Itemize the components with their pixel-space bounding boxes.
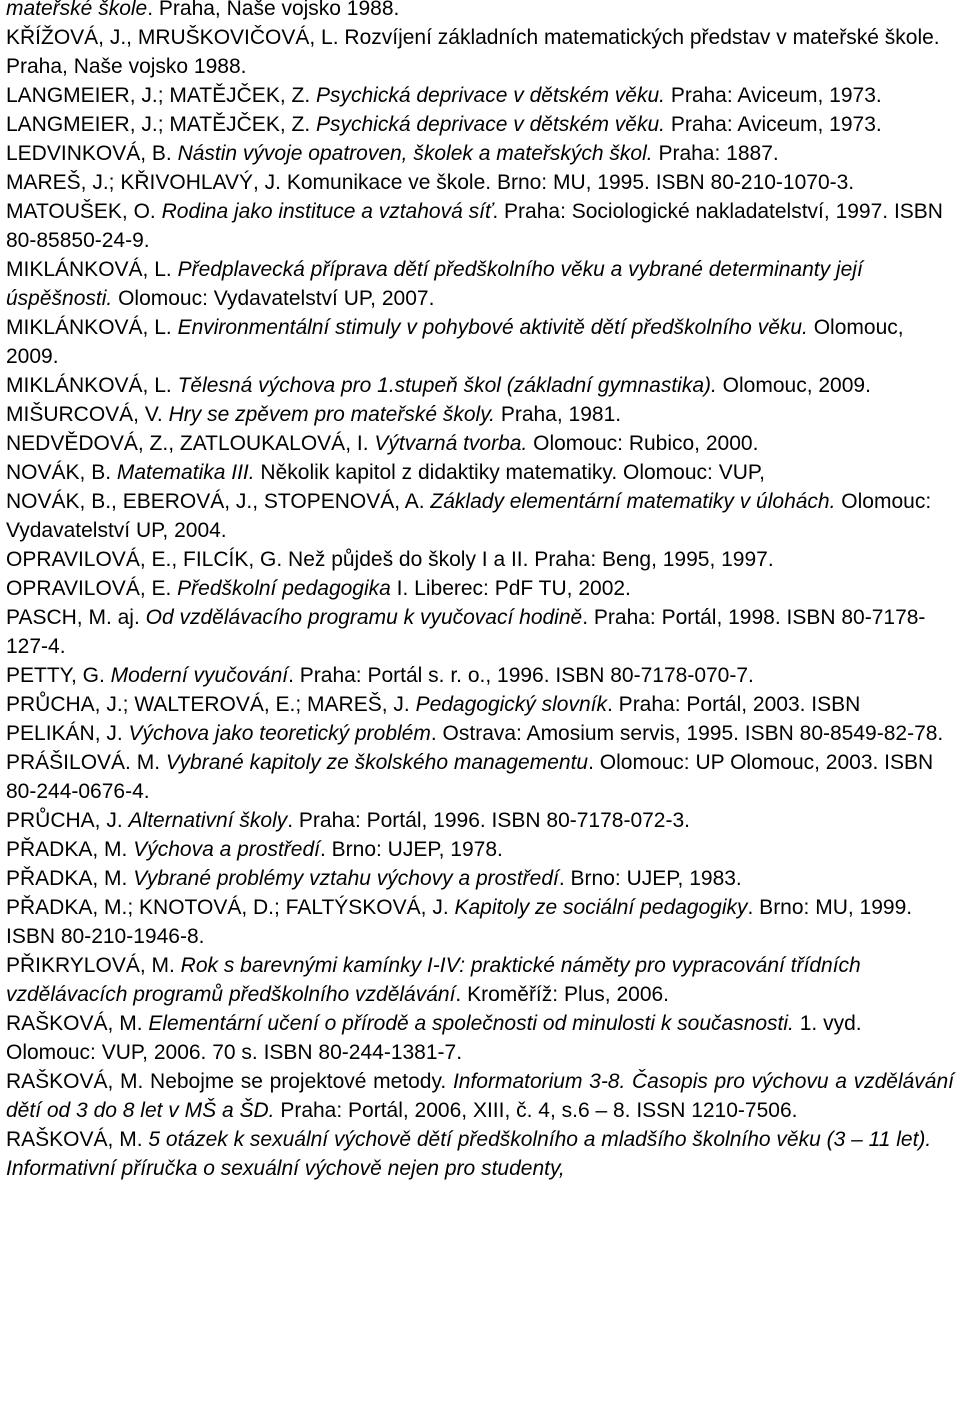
reference-text: KŘÍŽOVÁ, J., MRUŠKOVIČOVÁ, L. Rozvíjení základních matematických představ v mateřské škole. Praha, Naše vojsko 1988. <box>6 26 940 78</box>
reference-text: LEDVINKOVÁ, B. <box>6 142 178 165</box>
reference-entry <box>6 197 954 255</box>
reference-text: PŘADKA, M. <box>6 867 134 890</box>
reference-text: MATOUŠEK, O. <box>6 200 162 223</box>
reference-text: MIKLÁNKOVÁ, L. <box>6 316 178 339</box>
reference-text: RAŠKOVÁ, M. <box>6 1128 149 1151</box>
reference-entry <box>6 690 954 719</box>
reference-title: Psychická deprivace v dětském věku. <box>316 113 665 136</box>
reference-entry <box>6 864 954 893</box>
reference-text: LANGMEIER, J.; MATĚJČEK, Z. <box>6 84 316 107</box>
reference-text: PASCH, M. aj. <box>6 606 146 629</box>
reference-text: . Praha, Naše vojsko 1988. <box>147 0 400 20</box>
reference-text: . Praha: Portál s. r. o., 1996. ISBN 80-7178-070-7. <box>288 664 754 687</box>
reference-entry <box>6 81 954 110</box>
reference-title: Rodina jako instituce a vztahová síť <box>161 200 493 223</box>
reference-title: Tělesná výchova pro 1.stupeň škol (základní gymnastika). <box>177 374 717 397</box>
reference-entry <box>6 545 954 574</box>
reference-text: RAŠKOVÁ, M. <box>6 1012 149 1035</box>
reference-text: OPRAVILOVÁ, E. <box>6 577 178 600</box>
reference-title: Kapitoly ze sociální pedagogiky <box>454 896 748 919</box>
reference-text: MAREŠ, J.; KŘIVOHLAVÝ, J. Komunikace ve škole. Brno: MU, 1995. ISBN 80-210-1070-3. <box>6 171 855 194</box>
reference-text: . Praha: Portál, 1998. ISBN 80-7178-127-4. <box>6 606 926 658</box>
reference-entry <box>6 139 954 168</box>
reference-text: . Olomouc: UP Olomouc, 2003. ISBN 80-244-0676-4. <box>6 751 934 803</box>
reference-text: . Ostrava: Amosium servis, 1995. ISBN 80-8549-82-78. <box>430 722 944 745</box>
reference-entry <box>6 1009 954 1067</box>
reference-text: Praha: Aviceum, 1973. <box>664 84 882 107</box>
reference-text: MIKLÁNKOVÁ, L. <box>6 258 178 281</box>
reference-text: PELIKÁN, J. <box>6 722 129 745</box>
reference-entry <box>6 1067 954 1125</box>
reference-text: . Brno: MU, 1999. ISBN 80-210-1946-8. <box>6 896 913 948</box>
reference-text: RAŠKOVÁ, M. Nebojme se projektové metody. <box>6 1070 453 1093</box>
reference-title: Alternativní školy <box>128 809 288 832</box>
reference-entry <box>6 661 954 690</box>
reference-entry <box>6 168 954 197</box>
reference-text: Olomouc: Vydavatelství UP, 2004. <box>6 490 932 542</box>
reference-entry <box>6 400 954 429</box>
reference-title: Od vzdělávacího programu k vyučovací hodině <box>145 606 583 629</box>
reference-entry <box>6 748 954 806</box>
reference-text: I. Liberec: PdF TU, 2002. <box>390 577 631 600</box>
reference-text: PŘIKRYLOVÁ, M. <box>6 954 181 977</box>
reference-text: PETTY, G. <box>6 664 111 687</box>
reference-title: Základy elementární matematiky v úlohách. <box>430 490 836 513</box>
reference-text: PŘADKA, M.; KNOTOVÁ, D.; FALTÝSKOVÁ, J. <box>6 896 455 919</box>
reference-entry <box>6 0 954 23</box>
reference-text: Olomouc: Vydavatelství UP, 2007. <box>112 287 435 310</box>
reference-entry <box>6 110 954 139</box>
reference-text: . Praha: Sociologické nakladatelství, 1997. ISBN 80-85850-24-9. <box>6 200 943 252</box>
reference-entry <box>6 603 954 661</box>
reference-entry <box>6 835 954 864</box>
reference-title: Moderní vyučování <box>110 664 289 687</box>
reference-title: Pedagogický slovník <box>415 693 608 716</box>
reference-text: PRŮCHA, J. <box>6 809 129 832</box>
reference-text: Praha, 1981. <box>494 403 622 426</box>
reference-text: PRÁŠILOVÁ. M. <box>6 751 166 774</box>
reference-entry <box>6 429 954 458</box>
reference-text: . Brno: UJEP, 1978. <box>319 838 503 861</box>
reference-title: Informatorium 3-8. Časopis pro výchovu a vzdělávání dětí od 3 do 8 let v MŠ a ŠD. <box>6 1070 954 1122</box>
reference-title: Psychická deprivace v dětském věku. <box>316 84 665 107</box>
reference-title: Hry se zpěvem pro mateřské školy. <box>168 403 495 426</box>
reference-title: Environmentální stimuly v pohybové aktivitě dětí předškolního věku. <box>177 316 808 339</box>
reference-text: Několik kapitol z didaktiky matematiky. Olomouc: VUP, <box>254 461 766 484</box>
reference-text: PRŮCHA, J.; WALTEROVÁ, E.; MAREŠ, J. <box>6 693 416 716</box>
reference-title: Nástin vývoje opatroven, školek a mateřských škol. <box>177 142 653 165</box>
reference-entry <box>6 1125 954 1183</box>
reference-title: Výchova jako teoretický problém <box>128 722 431 745</box>
reference-title: Výtvarná tvorba. <box>374 432 528 455</box>
reference-text: PŘADKA, M. <box>6 838 134 861</box>
reference-title: Předškolní pedagogika <box>177 577 391 600</box>
reference-text: Olomouc: Rubico, 2000. <box>527 432 759 455</box>
reference-title: Rok s barevnými kamínky I-IV: praktické náměty pro vypracování třídních vzdělávacích programů předškolního vzdělávání <box>6 954 861 1006</box>
reference-entry <box>6 23 954 81</box>
reference-title: Vybrané kapitoly ze školského managementu <box>165 751 589 774</box>
bibliography-page <box>6 0 954 1183</box>
reference-entry <box>6 951 954 1009</box>
reference-text: Olomouc, 2009. <box>716 374 871 397</box>
reference-text: Olomouc, 2009. <box>6 316 904 368</box>
reference-entry <box>6 313 954 371</box>
reference-text: NOVÁK, B. <box>6 461 117 484</box>
reference-text: . Brno: UJEP, 1983. <box>558 867 742 890</box>
reference-title: Vybrané problémy vztahu výchovy a prostředí <box>133 867 559 890</box>
reference-entry <box>6 719 954 748</box>
reference-entry <box>6 371 954 400</box>
reference-text: MIKLÁNKOVÁ, L. <box>6 374 178 397</box>
reference-title: Matematika III. <box>116 461 255 484</box>
reference-text: . Praha: Portál, 1996. ISBN 80-7178-072-3. <box>287 809 690 832</box>
reference-entry <box>6 487 954 545</box>
reference-entry <box>6 255 954 313</box>
reference-text: LANGMEIER, J.; MATĚJČEK, Z. <box>6 113 316 136</box>
reference-text: NOVÁK, B., EBEROVÁ, J., STOPENOVÁ, A. <box>6 490 431 513</box>
reference-text: . Kroměříž: Plus, 2006. <box>455 983 670 1006</box>
reference-title: 5 otázek k sexuální výchově dětí předškolního a mladšího školního věku (3 – 11 let). Informativní příručka o sexuální výchově nejen pro studenty, <box>6 1128 932 1180</box>
reference-text: MIŠURCOVÁ, V. <box>6 403 169 426</box>
reference-text: OPRAVILOVÁ, E., FILCÍK, G. Než půjdeš do školy I a II. Praha: Beng, 1995, 1997. <box>6 548 774 571</box>
reference-title: Výchova a prostředí <box>133 838 320 861</box>
reference-entry <box>6 458 954 487</box>
reference-text: Praha: Portál, 2006, XIII, č. 4, s.6 – 8. ISSN 1210-7506. <box>274 1099 798 1122</box>
reference-text: Praha: Aviceum, 1973. <box>664 113 882 136</box>
reference-text: . Praha: Portál, 2003. ISBN <box>607 693 861 716</box>
reference-entry <box>6 893 954 951</box>
reference-title: Elementární učení o přírodě a společnosti od minulosti k současnosti. <box>148 1012 794 1035</box>
reference-text: 1. vyd. Olomouc: VUP, 2006. 70 s. ISBN 80-244-1381-7. <box>6 1012 862 1064</box>
reference-text: NEDVĚDOVÁ, Z., ZATLOUKALOVÁ, I. <box>6 432 375 455</box>
reference-entry <box>6 574 954 603</box>
reference-text: Praha: 1887. <box>652 142 779 165</box>
reference-title: Předplavecká příprava dětí předškolního věku a vybrané determinanty její úspěšnosti. <box>6 258 863 310</box>
reference-entry <box>6 806 954 835</box>
reference-title: mateřské škole <box>6 0 148 20</box>
